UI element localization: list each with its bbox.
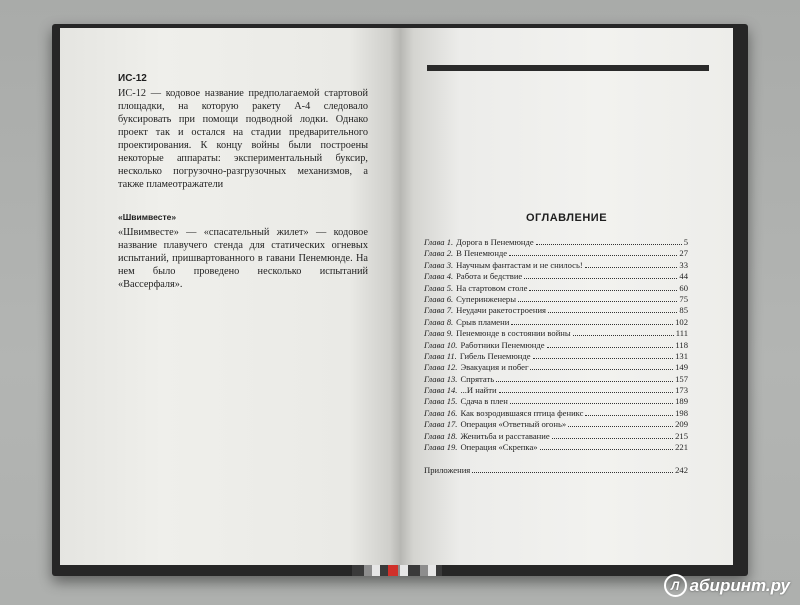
toc-chapter-label: Глава 6.	[424, 293, 454, 304]
toc-chapter-label: Глава 1.	[424, 237, 454, 247]
toc-leader-dots	[529, 290, 677, 291]
glossary-definition-1: ИС-12 — кодовое название предполагаемой стартовой площадки, на которую ракету А-4 следовало буксировать при помощи подводной лодки. Однако проект так и остался на стадии предварительного проектирования. К концу войны были построены некоторые аппараты: экспериментальный буксир, несколько погрузочно-разгрузочных механизмов, а также пламеотражатели	[118, 88, 368, 190]
toc-title: ОГЛАВЛЕНИЕ	[525, 212, 608, 224]
toc-entry-title: ...И найти	[460, 385, 497, 396]
glossary-term-2: «Швимвесте»	[118, 212, 177, 222]
toc-page-number: 198	[675, 407, 688, 418]
toc-page-number: 149	[675, 362, 688, 373]
toc-page-number: 33	[679, 259, 688, 270]
toc-chapter-label: Глава 12.	[424, 362, 458, 373]
toc-appendix-row	[424, 465, 688, 476]
toc-entry-title: Дорога в Пенемюнде	[456, 237, 534, 247]
toc-leader-dots	[510, 403, 673, 404]
toc-leader-dots	[530, 369, 673, 370]
toc-page-number: 215	[675, 430, 688, 441]
toc-page-number: 44	[679, 271, 688, 282]
labirint-logo-icon: Л	[664, 574, 687, 597]
toc-leader-dots	[509, 255, 677, 256]
right-page	[400, 28, 733, 565]
toc-entry-title: Операция «Ответный огонь»	[460, 419, 567, 430]
toc-leader-dots	[499, 392, 673, 393]
toc-chapter-label: Глава 15.	[424, 396, 458, 407]
toc-chapter-label: Глава 7.	[424, 305, 454, 316]
toc-row	[424, 305, 688, 316]
toc-leader-dots	[472, 472, 673, 473]
toc-row	[424, 442, 688, 453]
toc-page-number: 27	[679, 248, 688, 259]
toc-entry-title: Женитьба и расставание	[460, 430, 550, 441]
toc-page-number: 75	[679, 293, 688, 304]
toc-page-number: 157	[675, 373, 688, 384]
toc-entry-title: Работники Пенемюнде	[460, 339, 545, 350]
toc-page-number: 111	[675, 328, 688, 339]
toc-page-number: 60	[679, 282, 688, 293]
toc-row	[424, 374, 688, 385]
header-rule	[427, 65, 709, 71]
toc-row	[424, 408, 688, 419]
toc-chapter-label: Глава 3.	[424, 259, 454, 270]
toc-row	[424, 271, 688, 282]
toc-row	[424, 351, 688, 362]
toc-chapter-label: Глава 13.	[424, 373, 458, 384]
toc-row	[424, 431, 688, 442]
toc-row	[424, 237, 688, 248]
watermark-text: абиринт.ру	[689, 575, 790, 595]
toc-row	[424, 396, 688, 407]
toc-entry-title: Спрятать	[460, 373, 495, 384]
toc-row	[424, 260, 688, 271]
toc-chapter-label: Глава 4.	[424, 271, 454, 282]
toc-row	[424, 385, 688, 396]
toc-leader-dots	[518, 301, 677, 302]
toc-leader-dots	[548, 312, 677, 313]
toc-page-number: 189	[675, 396, 688, 407]
toc-row	[424, 283, 688, 294]
toc-entry-title: Неудачи ракетостроения	[456, 305, 547, 316]
glossary-definition-2: «Швимвесте» — «спасательный жилет» — кодовое название плавучего стенда для статических огневых испытаний, пришвартованного в гавани Пенемюнде. На нем было проведено несколько испытаний «Вассерфаля».	[118, 227, 368, 290]
toc-chapter-label: Глава 10.	[424, 339, 458, 350]
toc-entry-title: Сдача в плен	[460, 396, 508, 407]
toc-entry-title: Эвакуация и побег	[460, 362, 529, 373]
glossary-term-1: ИС-12	[118, 73, 147, 84]
toc-row	[424, 248, 688, 259]
toc-row	[424, 340, 688, 351]
toc-page-number: 173	[675, 385, 688, 396]
toc-entry-title: Работа и бедствие	[456, 271, 523, 282]
toc-entry-title: Срыв пламени	[456, 316, 510, 327]
toc-page-number: 85	[679, 305, 688, 316]
toc-page-number: 209	[675, 419, 688, 430]
toc-entry-title: Гибель Пенемюнде	[459, 350, 531, 361]
toc-leader-dots	[533, 358, 674, 359]
toc-chapter-label: Глава 19.	[424, 442, 458, 453]
toc-leader-dots	[585, 267, 678, 268]
toc-chapter-label: Глава 2.	[424, 248, 454, 259]
toc-row	[424, 328, 688, 339]
toc-chapter-label: Глава 9.	[424, 328, 454, 339]
toc-entry-title: Операция «Скрепка»	[460, 442, 538, 453]
toc-chapter-label: Глава 5.	[424, 282, 454, 293]
toc-page-number: 242	[675, 465, 688, 476]
toc-row	[424, 362, 688, 373]
toc-page-number: 102	[675, 316, 688, 327]
glossary-text	[118, 72, 368, 291]
toc-chapter-label: Глава 8.	[424, 316, 454, 327]
toc-chapter-label: Глава 11.	[424, 350, 457, 361]
toc-leader-dots	[536, 244, 682, 245]
toc-entry-title: В Пенемюнде	[456, 248, 508, 259]
toc-leader-dots	[540, 449, 674, 450]
toc-leader-dots	[573, 335, 674, 336]
toc-leader-dots	[511, 324, 673, 325]
toc-page-number: 131	[675, 350, 688, 361]
toc-page-number: 221	[675, 442, 688, 453]
toc-entry-title: Научным фантастам и не снилось!	[456, 259, 583, 270]
toc-page-number: 5	[683, 237, 688, 247]
toc-entry-title: Приложения	[424, 465, 471, 476]
toc-chapter-label: Глава 14.	[424, 385, 458, 396]
toc-leader-dots	[524, 278, 677, 279]
toc-leader-dots	[496, 381, 673, 382]
toc-chapter-label: Глава 16.	[424, 407, 458, 418]
toc-chapter-label: Глава 18.	[424, 430, 458, 441]
toc-leader-dots	[547, 347, 674, 348]
toc-leader-dots	[552, 438, 673, 439]
table-of-contents	[424, 237, 688, 477]
toc-entry-title: Пенемюнде в состоянии войны	[456, 328, 571, 339]
toc-leader-dots	[585, 415, 673, 416]
toc-leader-dots	[568, 426, 673, 427]
toc-row	[424, 294, 688, 305]
toc-row	[424, 419, 688, 430]
toc-entry-title: На стартовом столе	[456, 282, 528, 293]
toc-entry-title: Суперинженеры	[456, 293, 517, 304]
toc-row	[424, 317, 688, 328]
site-watermark	[664, 574, 790, 597]
toc-chapter-label: Глава 17.	[424, 419, 458, 430]
left-page	[60, 28, 400, 565]
toc-page-number: 118	[675, 339, 688, 350]
toc-entry-title: Как возродившаяся птица феникс	[460, 407, 584, 418]
